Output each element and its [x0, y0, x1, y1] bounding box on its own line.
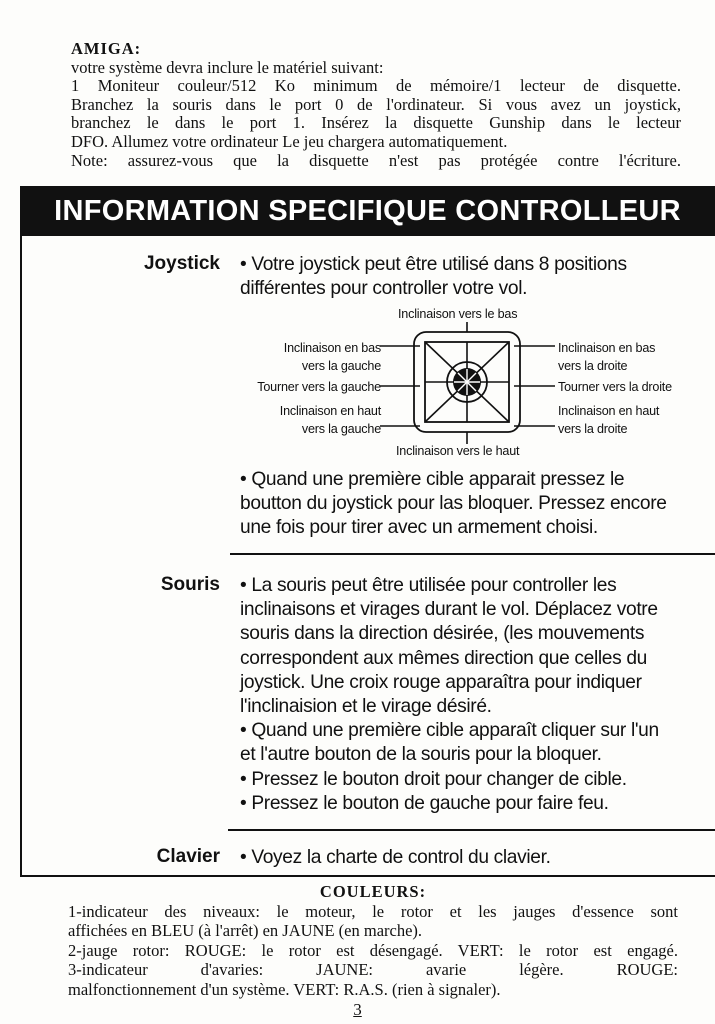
- joystick-line: boutton du joystick pour las bloquer. Pressez encore: [240, 493, 667, 515]
- diagram-label-line: vers la droite: [558, 421, 628, 436]
- diagram-label-top: Inclinaison vers le bas: [398, 307, 518, 321]
- couleurs-line: 3-indicateur d'avaries: JAUNE: avarie légère. ROUGE:: [68, 960, 678, 979]
- amiga-line: 1 Moniteur couleur/512 Ko minimum de mémoire/1 lecteur de disquette.: [71, 76, 681, 96]
- couleurs-line: affichées en BLEU (à l'arrêt) en JAUNE (en marche).: [68, 921, 423, 940]
- amiga-line: Note: assurez-vous que la disquette n'est pas protégée contre l'écriture.: [71, 150, 681, 170]
- couleurs-line: 1-indicateur des niveaux: le moteur, le rotor et les jauges d'essence sont: [68, 901, 678, 921]
- amiga-line: DFO. Allumez votre ordinateur Le jeu chargera automatiquement.: [71, 131, 508, 151]
- clavier-text: • Voyez la charte de control du clavier.: [240, 847, 551, 868]
- diagram-label-line: vers la droite: [558, 358, 628, 373]
- frame-bottom-rule: [20, 875, 715, 877]
- section-divider: [228, 829, 715, 831]
- souris-line: souris dans la direction désirée, (les mouvements: [240, 623, 645, 645]
- souris-text: [240, 574, 710, 816]
- joystick-line: différentes pour controller votre vol.: [240, 278, 528, 300]
- amiga-line: Branchez la souris dans le port 0 de l'ordinateur. Si vous avez un joystick,: [71, 94, 681, 114]
- diagram-label-line: vers la gauche: [301, 421, 381, 436]
- diagram-label-line: Inclinaison en bas: [558, 341, 656, 355]
- diagram-label-bottom: Inclinaison vers le haut: [396, 444, 520, 458]
- diagram-label-right-top: [558, 340, 655, 375]
- frame-left-rule: [20, 236, 22, 876]
- section-divider: [230, 553, 715, 555]
- souris-line: • Pressez le bouton de gauche pour faire feu.: [240, 792, 609, 814]
- diagram-label-line: Inclinaison en haut: [558, 404, 660, 418]
- page-number: 3: [353, 1000, 362, 1019]
- couleurs-heading: COULEURS:: [319, 882, 427, 901]
- diagram-label-left-bottom: [200, 403, 381, 438]
- diagram-label-right-bottom: [558, 403, 659, 438]
- souris-line: • La souris peut être utilisée pour controller les: [240, 575, 617, 596]
- couleurs-line: 2-jauge rotor: ROUGE: le rotor est désengagé. VERT: le rotor est engagé.: [68, 940, 678, 960]
- diagram-label-line: vers la gauche: [301, 358, 381, 373]
- diagram-label-left-top: [200, 340, 381, 375]
- diagram-label-left-mid: Tourner vers la gauche: [257, 380, 381, 394]
- amiga-line: votre système devra inclure le matériel suivant:: [71, 57, 384, 77]
- diagram-label-right-mid: Tourner vers la droite: [558, 380, 672, 394]
- couleurs-section: [68, 882, 678, 999]
- amiga-section: [71, 40, 681, 170]
- diagram-label-line: Inclinaison en haut: [279, 404, 381, 418]
- joystick-line: • Votre joystick peut être utilisé dans 8 positions: [240, 254, 627, 275]
- souris-line: et l'autre bouton de la souris pour la bloquer.: [240, 744, 602, 766]
- section-banner: INFORMATION SPECIFIQUE CONTROLLEUR: [20, 186, 715, 236]
- joystick-direction-diagram: [380, 322, 560, 444]
- amiga-heading: AMIGA:: [71, 39, 142, 58]
- souris-line: inclinaisons et virages durant le vol. Déplacez votre: [240, 599, 658, 621]
- joystick-target-text: [240, 468, 710, 541]
- diagram-label-line: Inclinaison en bas: [283, 341, 381, 355]
- souris-line: l'inclinaision et le virage désiré.: [240, 696, 492, 718]
- souris-line: • Pressez le bouton droit pour changer de cible.: [240, 768, 627, 790]
- souris-line: • Quand une première cible apparaît cliquer sur l'un: [240, 720, 659, 742]
- clavier-label: Clavier: [156, 846, 220, 867]
- souris-line: joystick. Une croix rouge apparaîtra pour indiquer: [240, 671, 642, 693]
- joystick-intro-text: [240, 253, 710, 301]
- joystick-line: • Quand une première cible apparait pressez le: [240, 469, 625, 490]
- amiga-line: branchez le dans le port 1. Insérez la disquette Gunship dans le lecteur: [71, 113, 681, 133]
- souris-line: correspondent aux mêmes direction que celles du: [240, 647, 647, 669]
- joystick-line: une fois pour tirer avec un armement choisi.: [240, 517, 598, 539]
- couleurs-line: malfonctionnement d'un système. VERT: R.A.S. (rien à signaler).: [68, 979, 501, 999]
- souris-label: Souris: [160, 574, 220, 595]
- joystick-label: Joystick: [143, 253, 220, 274]
